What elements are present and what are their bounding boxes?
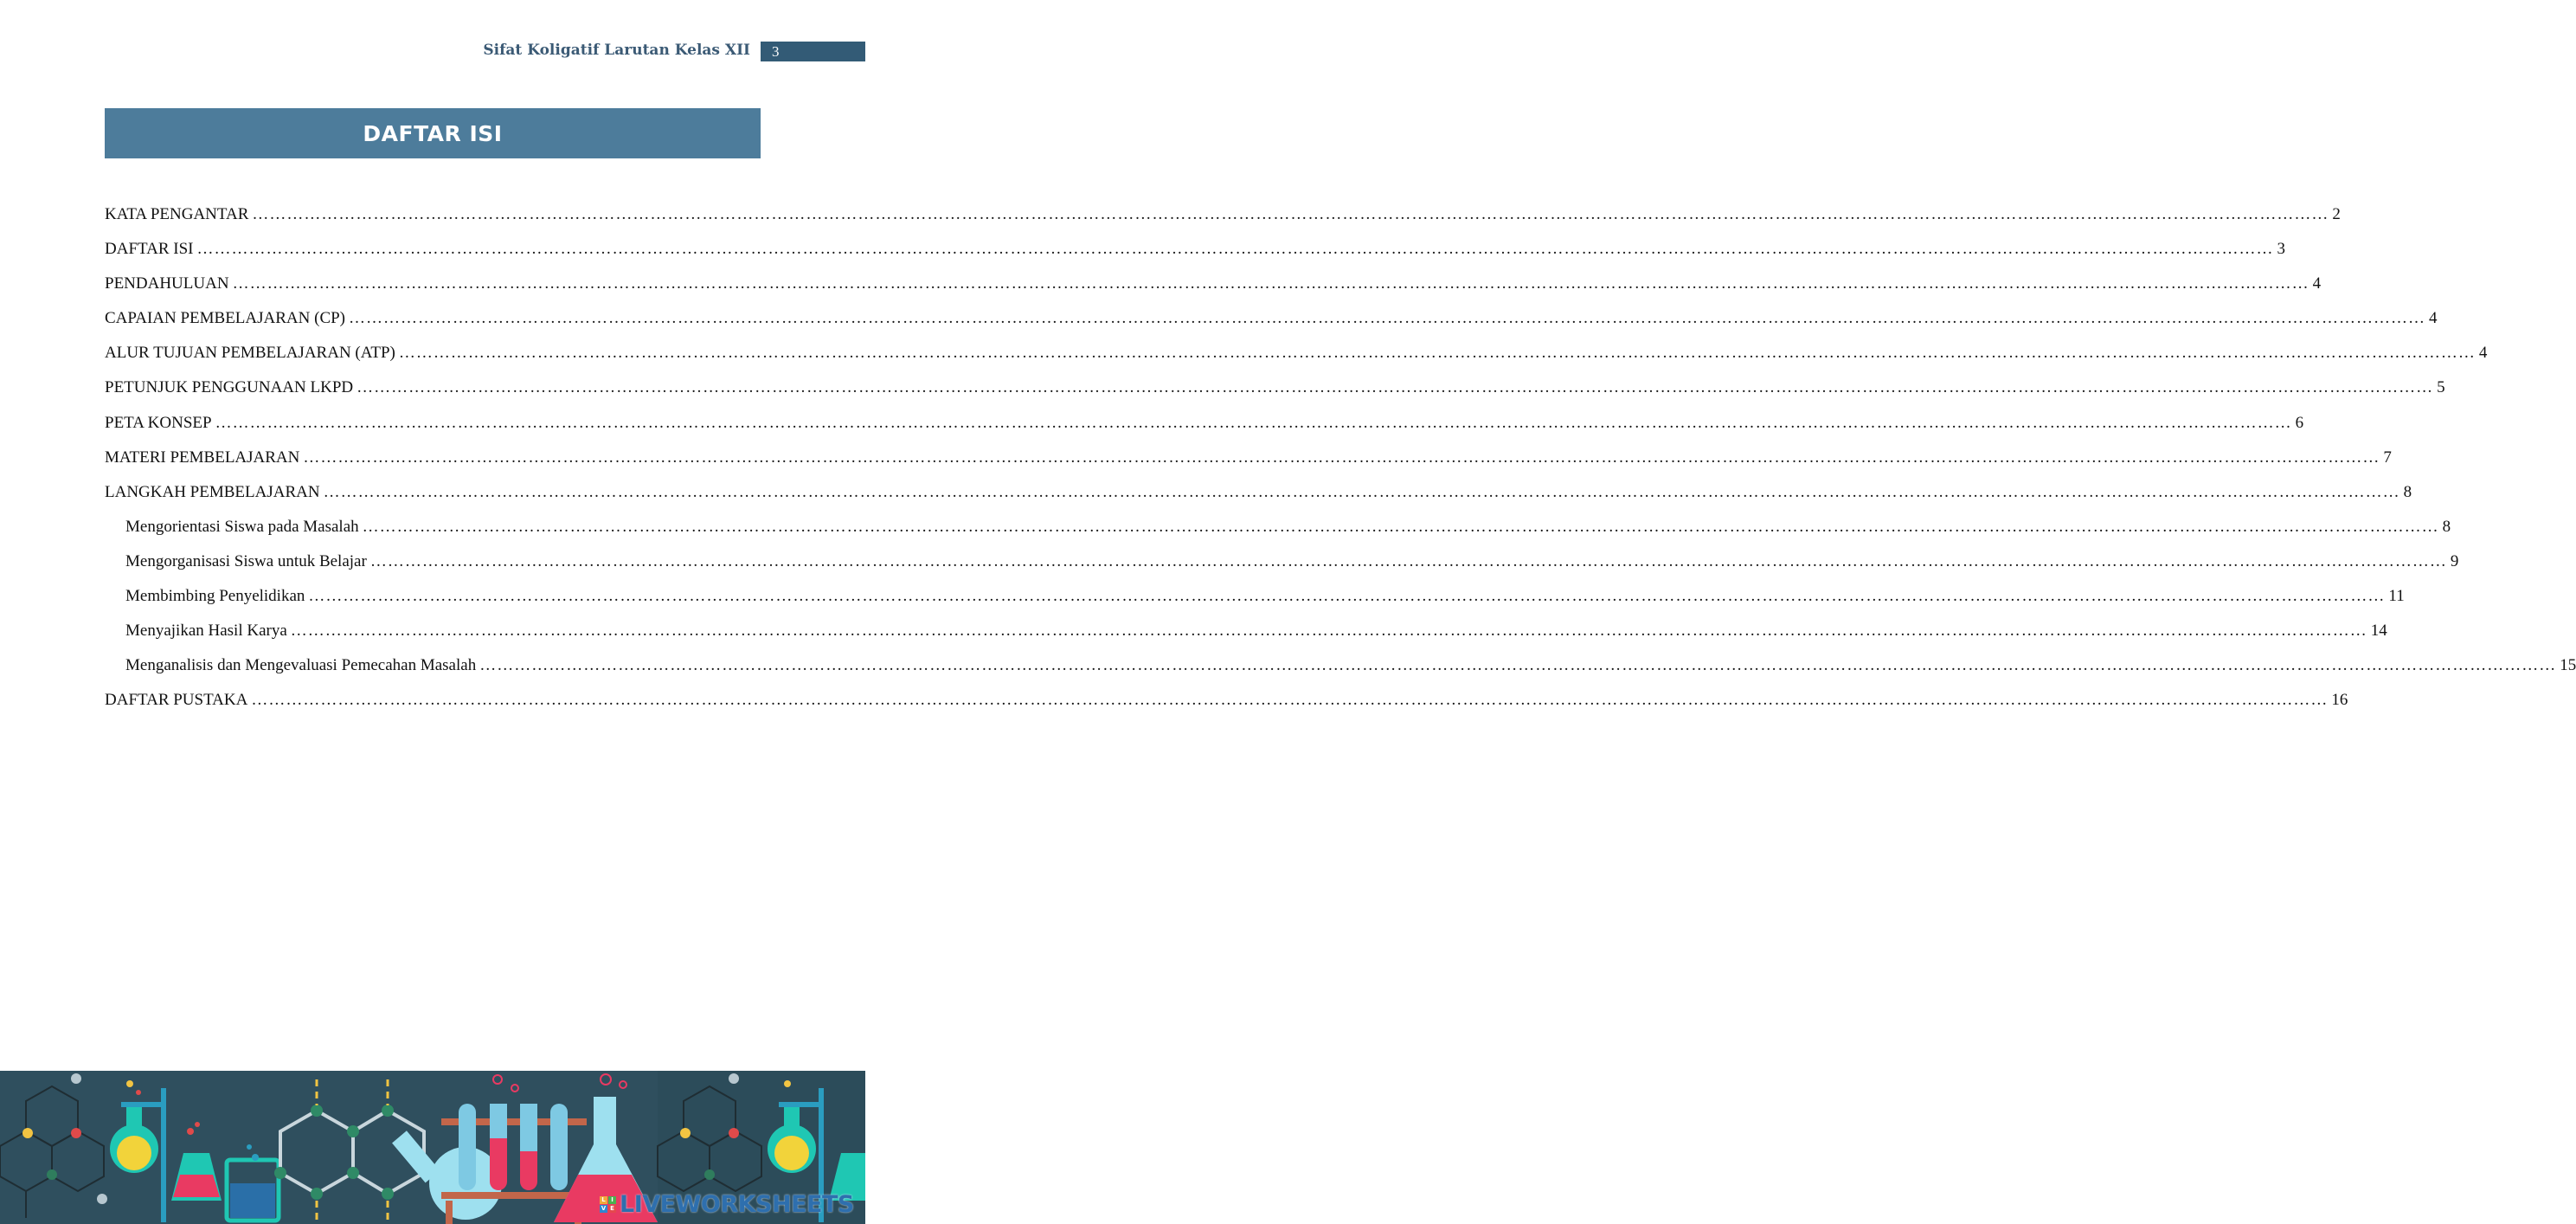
toc-entry [105,690,2348,725]
toc-entry [105,274,2322,308]
logo-letter: L [600,1196,607,1204]
liveworksheets-logo-icon [600,1196,616,1213]
logo-letter: E [608,1205,616,1213]
toc-entry-page: 7 [2383,448,2392,467]
toc-entry-page: 4 [2478,344,2488,363]
toc-entry-label: Mengorganisasi Siswa untuk Belajar [125,551,367,570]
table-of-contents [105,204,2576,725]
liveworksheets-watermark [600,1191,854,1218]
toc-entry [105,482,2412,517]
header-title: Sifat Koligatif Larutan Kelas XII [483,42,750,59]
toc-entry-label: MATERI PEMBELAJARAN [105,448,300,467]
toc-entry-page: 3 [2277,240,2285,259]
page-title: DAFTAR ISI [363,120,503,146]
watermark-text: LIVEWORKSHEETS [620,1191,854,1218]
toc-entry [105,413,2304,448]
toc-entry-label: Mengorientasi Siswa pada Masalah [125,517,359,536]
logo-letter: V [601,1205,607,1212]
toc-entry-page: 16 [2331,691,2348,710]
toc-entry-page: 8 [2403,482,2412,501]
toc-leader-dots: ……………………………………………………………………………………………………………………………………………………………………………………………………………………………………………………………………………………………………………………………… [232,274,2309,293]
toc-entry-page: 9 [2450,551,2459,570]
toc-entry-label: Menganalisis dan Mengevaluasi Pemecahan Masalah [125,656,477,675]
toc-entry-label: PENDAHULUAN [105,274,229,293]
toc-leader-dots: ……………………………………………………………………………………………………………………………………………………………………………………………………………………………………………………………………………………………………………………………… [479,656,2557,675]
toc-entry-page: 14 [2370,622,2387,641]
toc-entry-label: PETUNJUK PENGGUNAAN LKPD [105,378,354,397]
toc-entry-label: Menyajikan Hasil Karya [125,622,287,641]
toc-entry-page: 2 [2332,205,2341,223]
toc-entry [105,586,2405,621]
toc-entry [105,448,2392,482]
toc-entry-page: 8 [2442,517,2451,536]
toc-leader-dots: ……………………………………………………………………………………………………………………………………………………………………………………………………………………………………………………………………………………………………………………………… [290,622,2367,641]
toc-entry-page: 5 [2437,378,2445,397]
toc-entry [105,308,2438,343]
toc-entry [105,239,2285,274]
header-page-number: 3 [772,43,780,60]
toc-entry-label: DAFTAR PUSTAKA [105,691,248,710]
toc-entry-page: 6 [2295,413,2304,432]
toc-entry-label: CAPAIAN PEMBELAJARAN (CP) [105,309,346,328]
toc-leader-dots: ……………………………………………………………………………………………………………………………………………………………………………………………………………………………………………………………………………………………………………………………… [215,413,2292,432]
toc-leader-dots: ……………………………………………………………………………………………………………………………………………………………………………………………………………………………………………………………………………………………………………………………… [252,205,2329,223]
toc-leader-dots: ……………………………………………………………………………………………………………………………………………………………………………………………………………………………………………………………………………………………………………………………… [308,587,2386,606]
toc-leader-dots: ……………………………………………………………………………………………………………………………………………………………………………………………………………………………………………………………………………………………………………………………… [362,517,2439,536]
toc-entry-page: 4 [2429,309,2438,328]
toc-leader-dots: ……………………………………………………………………………………………………………………………………………………………………………………………………………………………………………………………………………………………………………………………… [303,448,2380,467]
toc-entry [105,551,2459,586]
toc-entry-label: PETA KONSEP [105,413,212,432]
toc-entry [105,343,2488,377]
toc-entry-page: 4 [2312,274,2322,293]
toc-entry-label: DAFTAR ISI [105,240,194,259]
toc-entry [105,377,2445,412]
toc-entry-page: 11 [2388,587,2405,606]
toc-leader-dots: ……………………………………………………………………………………………………………………………………………………………………………………………………………………………………………………………………………………………………………………………… [369,551,2447,570]
toc-entry [105,655,2576,690]
toc-entry [105,517,2451,551]
logo-letter: I [608,1196,616,1204]
toc-leader-dots: ……………………………………………………………………………………………………………………………………………………………………………………………………………………………………………………………………………………………………………………………… [398,344,2476,363]
toc-leader-dots: ……………………………………………………………………………………………………………………………………………………………………………………………………………………………………………………………………………………………………………………………… [196,240,2274,259]
toc-entry [105,621,2387,655]
toc-leader-dots: ……………………………………………………………………………………………………………………………………………………………………………………………………………………………………………………………………………………………………………………………… [349,309,2426,328]
toc-entry-label: LANGKAH PEMBELAJARAN [105,482,320,501]
toc-leader-dots: ……………………………………………………………………………………………………………………………………………………………………………………………………………………………………………………………………………………………………………………………… [357,378,2434,397]
title-banner [105,108,761,158]
toc-entry [105,204,2341,239]
toc-leader-dots: ……………………………………………………………………………………………………………………………………………………………………………………………………………………………………………………………………………………………………………………………… [323,482,2400,501]
toc-entry-label: ALUR TUJUAN PEMBELAJARAN (ATP) [105,344,395,363]
toc-entry-label: Membimbing Penyelidikan [125,587,305,606]
toc-leader-dots: ……………………………………………………………………………………………………………………………………………………………………………………………………………………………………………………………………………………………………………………………… [251,691,2329,710]
toc-entry-page: 15 [2560,656,2576,675]
toc-entry-label: KATA PENGANTAR [105,205,249,223]
